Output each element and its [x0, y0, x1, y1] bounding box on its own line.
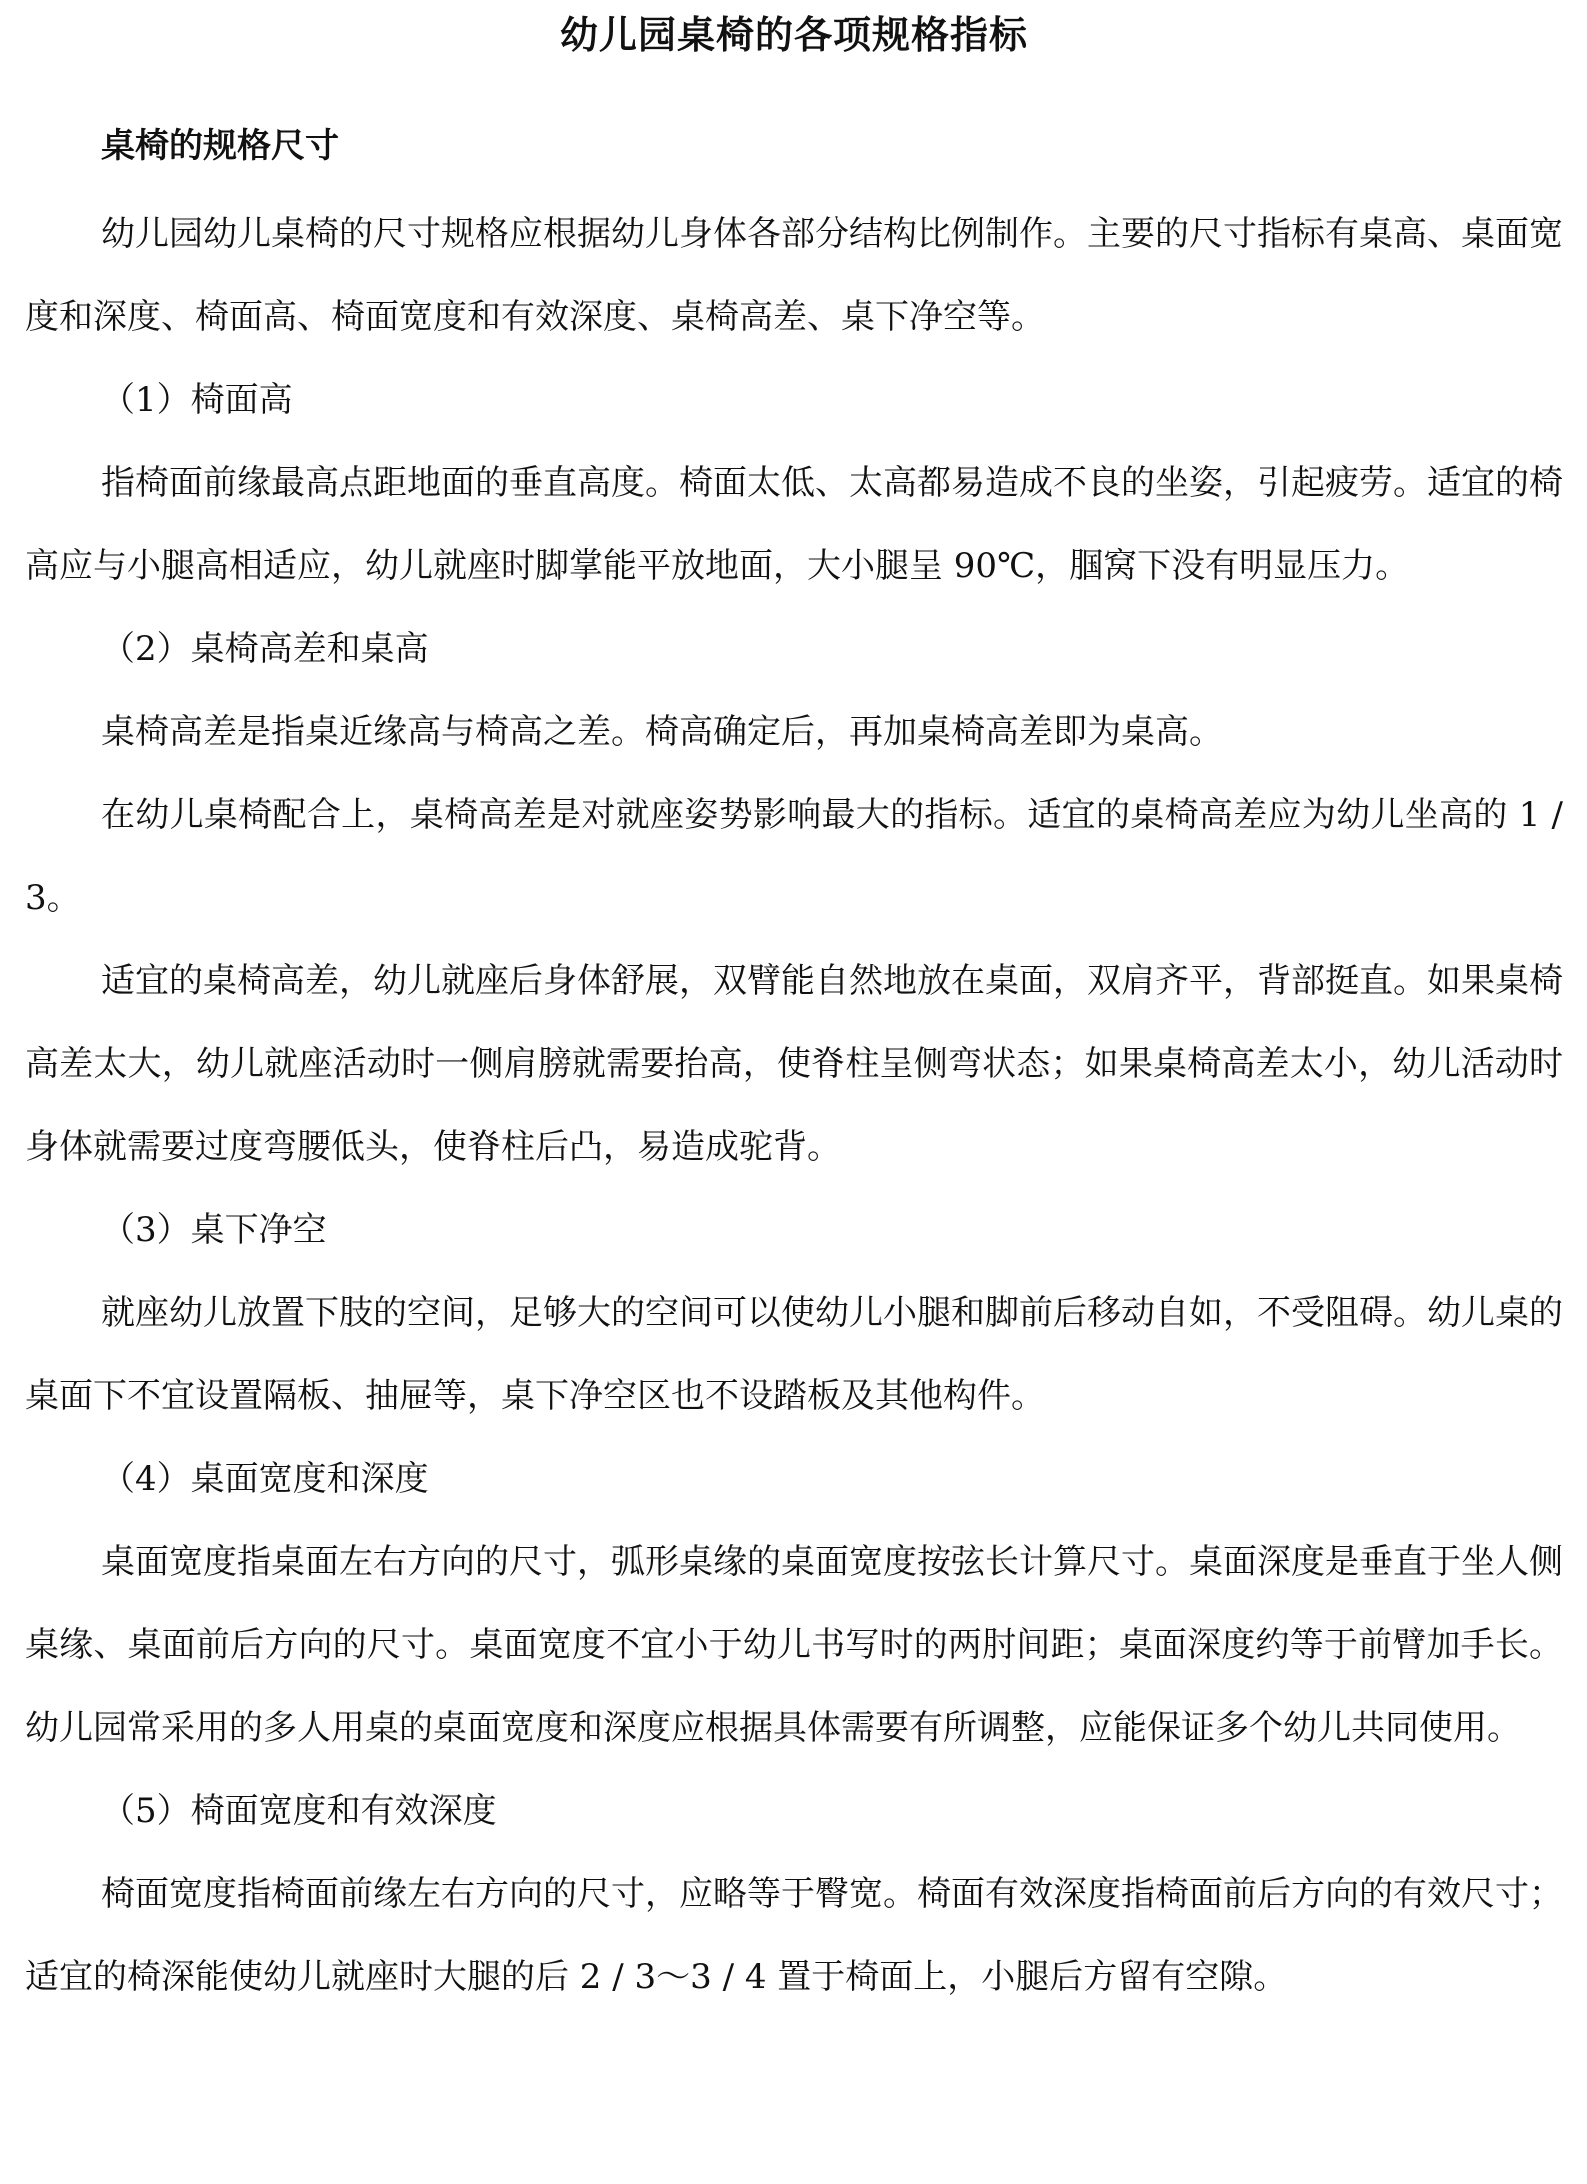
- item-3-heading: （3）桌下净空: [101, 1210, 327, 1250]
- document-title: 幼儿园桌椅的各项规格指标: [559, 12, 1028, 57]
- item-1-paragraph: 指椅面前缘最高点距地面的垂直高度。椅面太低、太高都易造成不良的坐姿，引起疲劳。适宜的椅高应与小腿高相适应，幼儿就座时脚掌能平放地面，大小腿呈 90℃，腘窝下没有明显压力。: [25, 463, 1563, 586]
- item-4-heading: （4）桌面宽度和深度: [101, 1459, 429, 1499]
- intro-paragraph: 幼儿园幼儿桌椅的尺寸规格应根据幼儿身体各部分结构比例制作。主要的尺寸指标有桌高、桌面宽度和深度、椅面高、椅面宽度和有效深度、桌椅高差、桌下净空等。: [25, 214, 1563, 337]
- item-3-paragraph: 就座幼儿放置下肢的空间，足够大的空间可以使幼儿小腿和脚前后移动自如，不受阻碍。幼儿桌的桌面下不宜设置隔板、抽屉等，桌下净空区也不设踏板及其他构件。: [25, 1293, 1563, 1416]
- section-heading: 桌椅的规格尺寸: [101, 126, 339, 166]
- item-5-heading: （5）椅面宽度和有效深度: [101, 1791, 497, 1831]
- item-1-heading: （1）椅面高: [101, 380, 293, 420]
- item-4-paragraph: 桌面宽度指桌面左右方向的尺寸，弧形桌缘的桌面宽度按弦长计算尺寸。桌面深度是垂直于坐人侧桌缘、桌面前后方向的尺寸。桌面宽度不宜小于幼儿书写时的两肘间距；桌面深度约等于前臂加手长。幼儿园常采用的多人用桌的桌面宽度和深度应根据具体需要有所调整，应能保证多个幼儿共同使用。: [25, 1542, 1563, 1748]
- item-2-paragraph-1: 桌椅高差是指桌近缘高与椅高之差。椅高确定后，再加桌椅高差即为桌高。: [101, 712, 1223, 752]
- item-2-paragraph-3: 适宜的桌椅高差，幼儿就座后身体舒展，双臂能自然地放在桌面，双肩齐平，背部挺直。如果桌椅高差太大，幼儿就座活动时一侧肩膀就需要抬高，使脊柱呈侧弯状态；如果桌椅高差太小，幼儿活动时身体就需要过度弯腰低头，使脊柱后凸，易造成驼背。: [25, 961, 1563, 1167]
- item-5-paragraph: 椅面宽度指椅面前缘左右方向的尺寸，应略等于臀宽。椅面有效深度指椅面前后方向的有效尺寸；适宜的椅深能使幼儿就座时大腿的后 2 / 3～3 / 4 置于椅面上，小腿后方留有空隙。: [25, 1874, 1563, 1997]
- item-2-paragraph-2: 在幼儿桌椅配合上，桌椅高差是对就座姿势影响最大的指标。适宜的桌椅高差应为幼儿坐高的 1 / 3。: [25, 795, 1563, 918]
- item-2-heading: （2）桌椅高差和桌高: [101, 629, 429, 669]
